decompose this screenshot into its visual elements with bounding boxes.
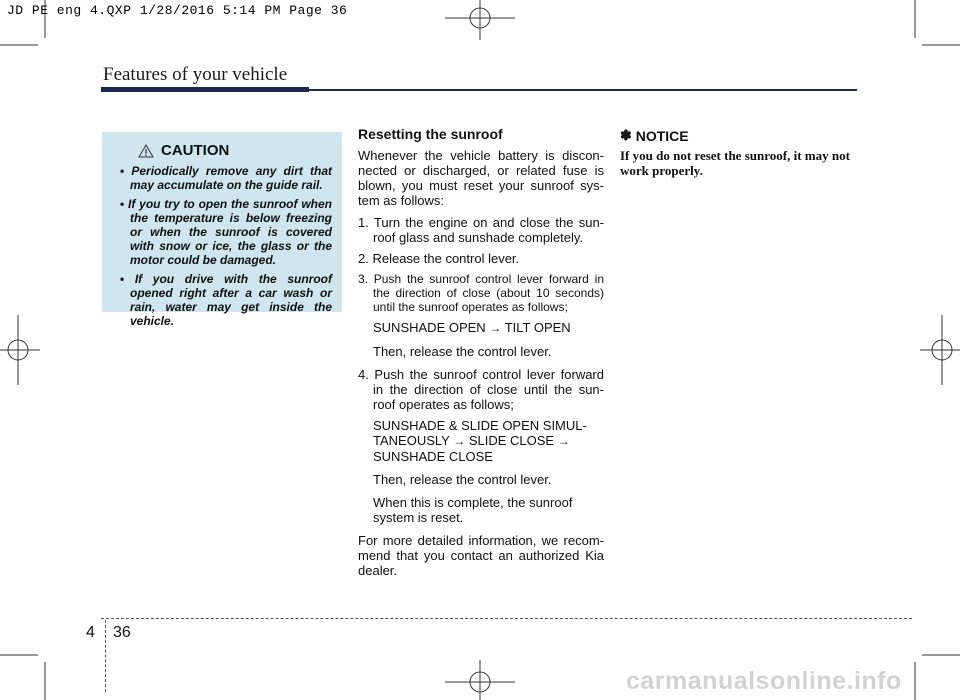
caution-title: CAUTION [161, 142, 230, 159]
arrow-icon: → [453, 434, 466, 448]
title-underline-thin [309, 89, 857, 91]
step-3: 3. Push the sunroof control lever forward in the direction of close (about 10 seconds) until the sunroof operates as follows; [358, 272, 604, 314]
print-file-label: JD PE eng 4.QXP 1/28/2016 5:14 PM Page 36 [7, 3, 348, 18]
sequence-1 [373, 320, 604, 336]
section-title: Features of your vehicle [103, 64, 288, 85]
caution-list [116, 164, 332, 328]
resetting-outro: For more detailed information, we recom-mend that you contact an authorized Kia dealer. [358, 533, 604, 578]
caution-box [102, 132, 342, 328]
step-1: 1. Turn the engine on and close the sun-roof glass and sunshade completely. [358, 215, 604, 245]
sequence-2-c: SUNSHADE CLOSE [373, 449, 493, 464]
watermark: carmanualsonline.info [626, 667, 902, 695]
sequence-2-b: SLIDE CLOSE [468, 433, 555, 448]
completion-note: When this is complete, the sunroof system is reset. [373, 495, 573, 525]
resetting-intro: Whenever the vehicle battery is discon-nected or discharged, or related fuse is blown, you must reset your sunroof sys-tem as follows: [358, 148, 604, 208]
notice-section [620, 127, 860, 178]
resetting-heading: Resetting the sunroof [358, 126, 503, 142]
warning-triangle-icon [138, 144, 154, 158]
title-underline-thick [101, 87, 309, 92]
caution-item: • If you drive with the sunroof opened right after a car wash or rain, water may get inside the vehicle. [116, 272, 332, 328]
caution-item: • Periodically remove any dirt that may accumulate on the guide rail. [116, 164, 332, 192]
release-instruction-2: Then, release the control lever. [373, 472, 552, 487]
release-instruction-1: Then, release the control lever. [373, 344, 552, 359]
page-number-divider [105, 620, 107, 692]
notice-header [620, 127, 860, 144]
caution-item: • If you try to open the sunroof when the temperature is below freezing or when the sunroof is covered with snow or ice, the glass or the motor could be damaged. [116, 197, 332, 267]
caution-header [138, 142, 332, 159]
step-2: 2. Release the control lever. [358, 251, 520, 266]
arrow-icon: → [489, 321, 502, 335]
resetting-section [358, 127, 604, 585]
page-number: 36 [113, 624, 131, 641]
sequence-1-a: SUNSHADE OPEN [373, 320, 486, 335]
sequence-1-b: TILT OPEN [504, 320, 571, 335]
sequence-2-a: SUNSHADE & SLIDE OPEN SIMUL-TANEOUSLY [373, 418, 587, 448]
sequence-2 [373, 418, 604, 464]
arrow-icon: → [557, 434, 570, 448]
notice-title: NOTICE [635, 127, 689, 144]
notice-star-icon: ✽ [620, 127, 632, 143]
step-4: 4. Push the sunroof control lever forward in the direction of close until the sun-roof operates as follows; [358, 367, 604, 412]
chapter-number: 4 [86, 624, 95, 641]
notice-body: If you do not reset the sunroof, it may not work properly. [620, 148, 850, 178]
footer-rule [101, 618, 912, 619]
